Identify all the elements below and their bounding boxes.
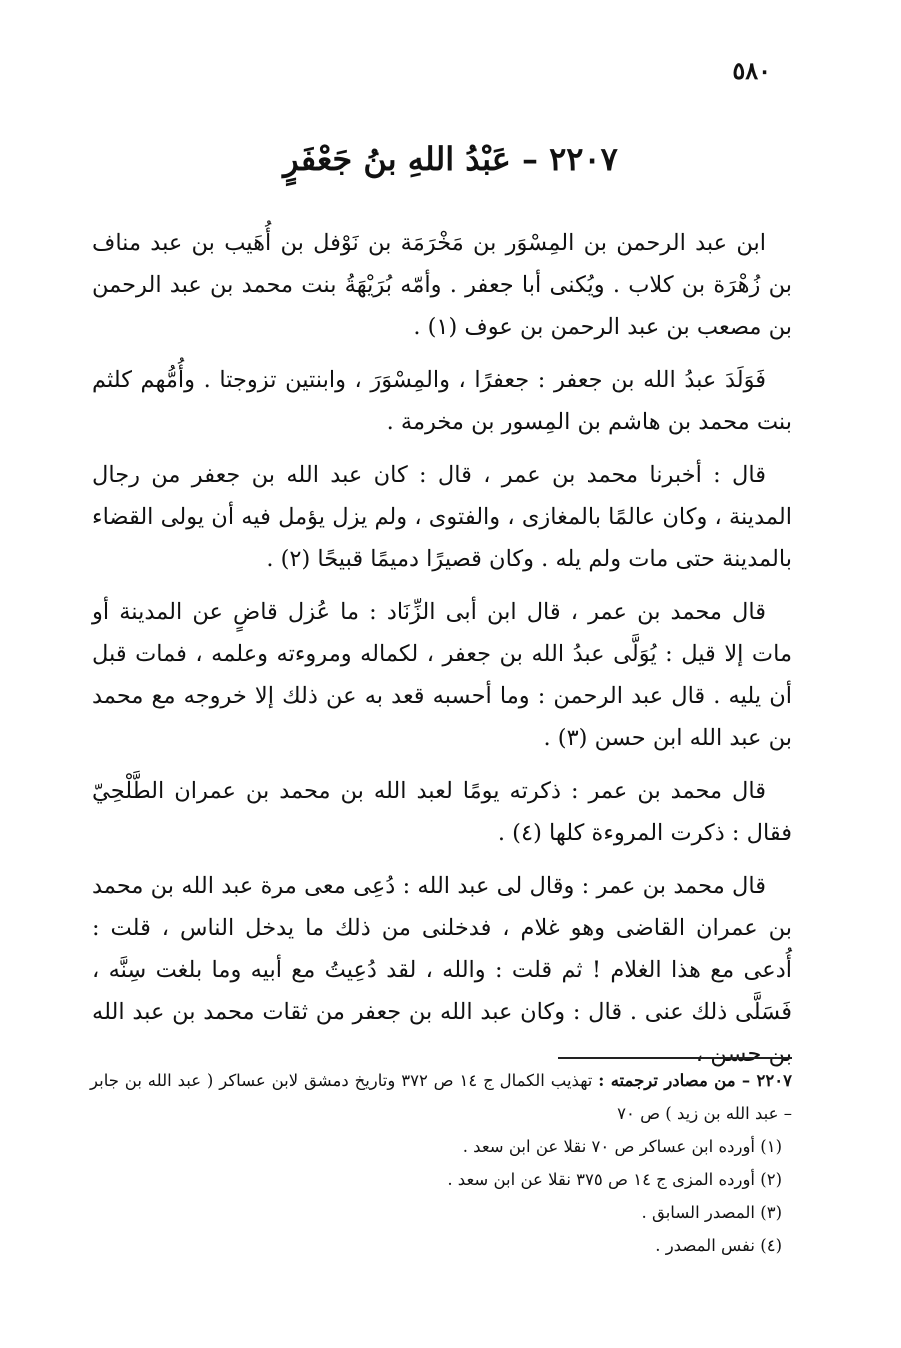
paragraph: قال محمد بن عمر : وقال لى عبد الله : دُعِى معى مرة عبد الله بن محمد بن عمران القاضى وهو غلام ، فدخلنى من ذلك ما يدخل الناس ، قلت : أُدعى مع هذا الغلام ! ثم قلت : والله ، لقد دُعِيتُ مع أبيه وما بلغت سِنَّه ، فَسَلَّى ذلك عنى . قال : وكان عبد الله بن جعفر من ثقات محمد بن عبد الله بن حسن ،: [92, 873, 792, 1067]
entry-heading: ٢٢٠٧ – عَبْدُ اللهِ بنُ جَعْفَرٍ: [283, 140, 618, 178]
footnote-sources-text: تهذيب الكمال ج ١٤ ص ٣٧٢ وتاريخ دمشق لابن عساكر ( عبد الله بن جابر – عبد الله بن زيد ) ص ٧٠: [90, 1071, 792, 1123]
footnote-sources-lead: ٢٢٠٧ – من مصادر ترجمته :: [598, 1071, 792, 1090]
footnote-item: (٤) نفس المصدر .: [655, 1236, 782, 1255]
footnotes: [90, 1064, 792, 1262]
footnote-sources: [90, 1064, 792, 1130]
paragraph: قال محمد بن عمر ، قال ابن أبى الزِّنَاد : ما عُزل قاضٍ عن المدينة أو مات إلا قيل : يُوَلَّى عبدُ الله بن جعفر ، لكماله ومروءته وعلمه ، فمات قبل أن يليه . قال عبد الرحمن : وما أحسبه قعد به عن ذلك إلا خروجه مع محمد بن عبد الله ابن حسن (٣) .: [92, 599, 792, 751]
footnote-divider: [558, 1057, 792, 1059]
paragraph: فَوَلَدَ عبدُ الله بن جعفر : جعفرًا ، والمِسْوَرَ ، وابنتين تزوجتا . وأُمُّهم كلثم بنت محمد بن هاشم بن المِسور بن مخرمة .: [92, 367, 792, 435]
footnote-item: (٣) المصدر السابق .: [641, 1203, 782, 1222]
paragraph: ابن عبد الرحمن بن المِسْوَر بن مَخْرَمَة بن نَوْفل بن أُهَيب بن عبد مناف بن زُهْرَة بن كلاب . ويُكنى أبا جعفر . وأمّه بُرَيْهَةُ بنت محمد بن عبد الرحمن بن مصعب بن عبد الرحمن بن عوف (١) .: [92, 230, 792, 340]
footnote-item: (٢) أورده المزى ج ١٤ ص ٣٧٥ نقلا عن ابن سعد .: [447, 1170, 782, 1189]
paragraph: قال محمد بن عمر : ذكرته يومًا لعبد الله بن محمد بن عمران الطَّلْحِيّ فقال : ذكرت المروءة كلها (٤) .: [92, 778, 792, 846]
body-text: [92, 222, 792, 1086]
footnote-item: (١) أورده ابن عساكر ص ٧٠ نقلا عن ابن سعد .: [462, 1137, 782, 1156]
paragraph: قال : أخبرنا محمد بن عمر ، قال : كان عبد الله بن جعفر من رجال المدينة ، وكان عالمًا بالمغازى ، والفتوى ، ولم يزل يؤمل فيه أن يولى القضاء بالمدينة حتى مات ولم يله . وكان قصيرًا دميمًا قبيحًا (٢) .: [92, 462, 792, 572]
page-number: ٥٨٠: [732, 56, 771, 85]
